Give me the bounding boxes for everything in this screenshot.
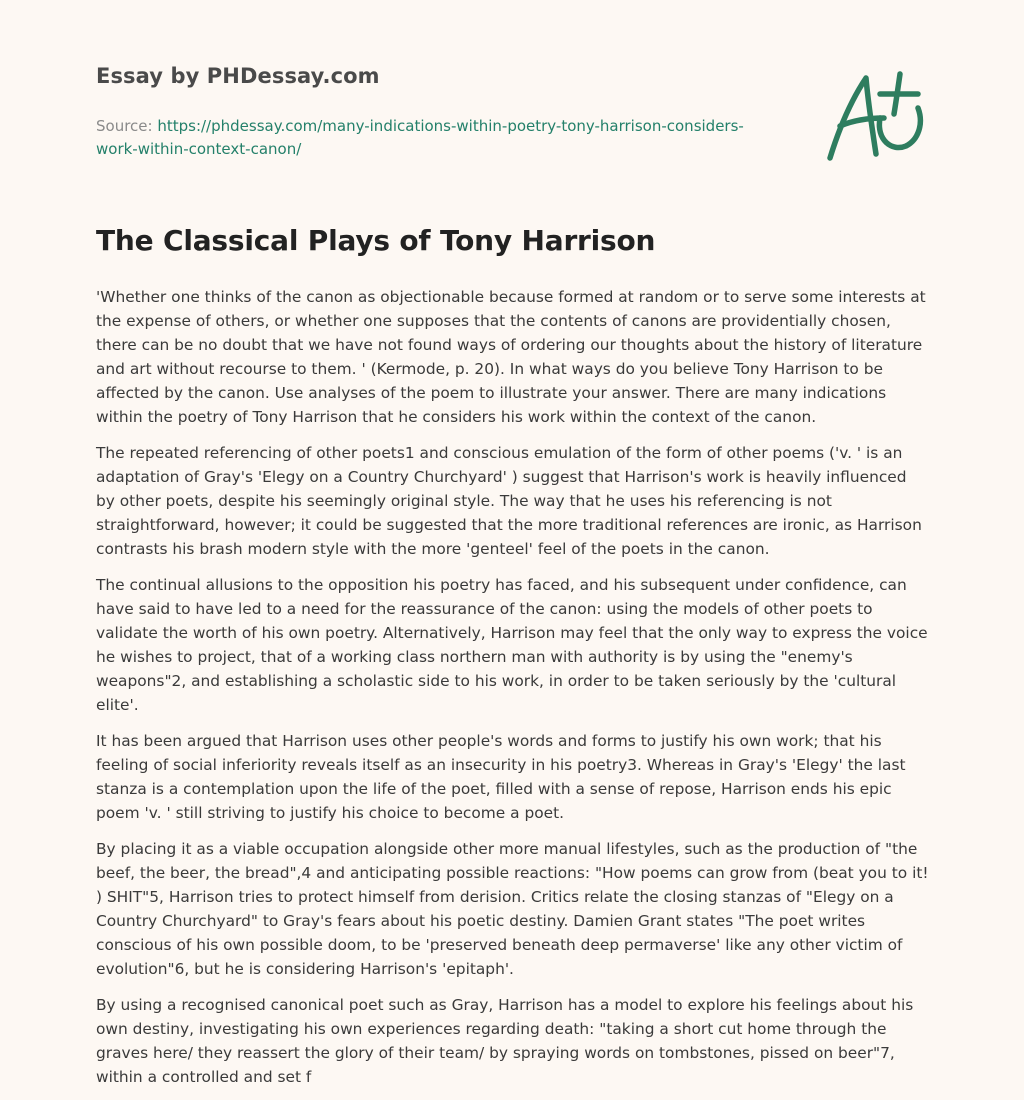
essay-paragraph: By using a recognised canonical poet such as Gray, Harrison has a model to explore his feelings about his own destiny, investigating his own experiences regarding death: "taking a short cut home through the graves here/ they reassert the glory of their team/ by spraying words on tombstones, pissed on beer"7, within a controlled and set f: [96, 996, 914, 1086]
essay-paragraph: It has been argued that Harrison uses other people's words and forms to justify his own work; that his feeling of social inferiority reveals itself as an insecurity in his poetry3. Whereas in Gray's 'Elegy' the last stanza is a contemplation upon the life of the poet, filled with a sense of repose, Harrison ends his epic poem 'v. ' still striving to justify his choice to become a poet.: [96, 732, 906, 822]
essay-body: [96, 285, 930, 1100]
essay-paragraph: The repeated referencing of other poets1 and conscious emulation of the form of other poems ('v. ' is an adaptation of Gray's 'Elegy on a Country Churchyard' ) suggest that Harrison's work is heavily influenced by other poets, despite his seemingly original style. The way that he uses his referencing is not straightforward, however; it could be suggested that the more traditional references are ironic, as Harrison contrasts his brash modern style with the more 'genteel' feel of the poets in the canon.: [96, 444, 922, 558]
source-line: [96, 115, 756, 161]
source-label: Source:: [96, 117, 158, 135]
page-header: [96, 64, 796, 161]
essay-paragraph: By placing it as a viable occupation alongside other more manual lifestyles, such as the production of "the beef, the beer, the bread",4 and anticipating possible reactions: "How poems can grow from (beat you to it! ) SHIT"5, Harrison tries to protect himself from derision. Critics relate the closing stanzas of "Elegy on a Country Churchyard" to Gray's fears about his poetic destiny. Damien Grant states "The poet writes conscious of his own possible doom, to be 'preserved beneath deep permaverse' like any other victim of evolution"6, but he is considering Harrison's 'epitaph'.: [96, 840, 929, 978]
a-plus-grade-icon: [822, 68, 928, 164]
source-link[interactable]: https://phdessay.com/many-indications-within-poetry-tony-harrison-considers-work-within-context-canon/: [96, 117, 744, 158]
essay-paragraph: The continual allusions to the opposition his poetry has faced, and his subsequent under confidence, can have said to have led to a need for the reassurance of the canon: using the models of other poets to validate the worth of his own poetry. Alternatively, Harrison may feel that the only way to express the voice he wishes to project, that of a working class northern man with authority is by using the "enemy's weapons"2, and establishing a scholastic side to his work, in order to be taken seriously by the 'cultural elite'.: [96, 576, 928, 714]
site-brand: Essay by PHDessay.com: [96, 64, 380, 88]
essay-title: The Classical Plays of Tony Harrison: [96, 224, 656, 257]
essay-paragraph: 'Whether one thinks of the canon as objectionable because formed at random or to serve some interests at the expense of others, or whether one supposes that the contents of canons are providentially chosen, there can be no doubt that we have not found ways of ordering our thoughts about the history of literature and art without recourse to them. ' (Kermode, p. 20). In what ways do you believe Tony Harrison to be affected by the canon. Use analyses of the poem to illustrate your answer. There are many indications within the poetry of Tony Harrison that he considers his work within the context of the canon.: [96, 288, 926, 426]
